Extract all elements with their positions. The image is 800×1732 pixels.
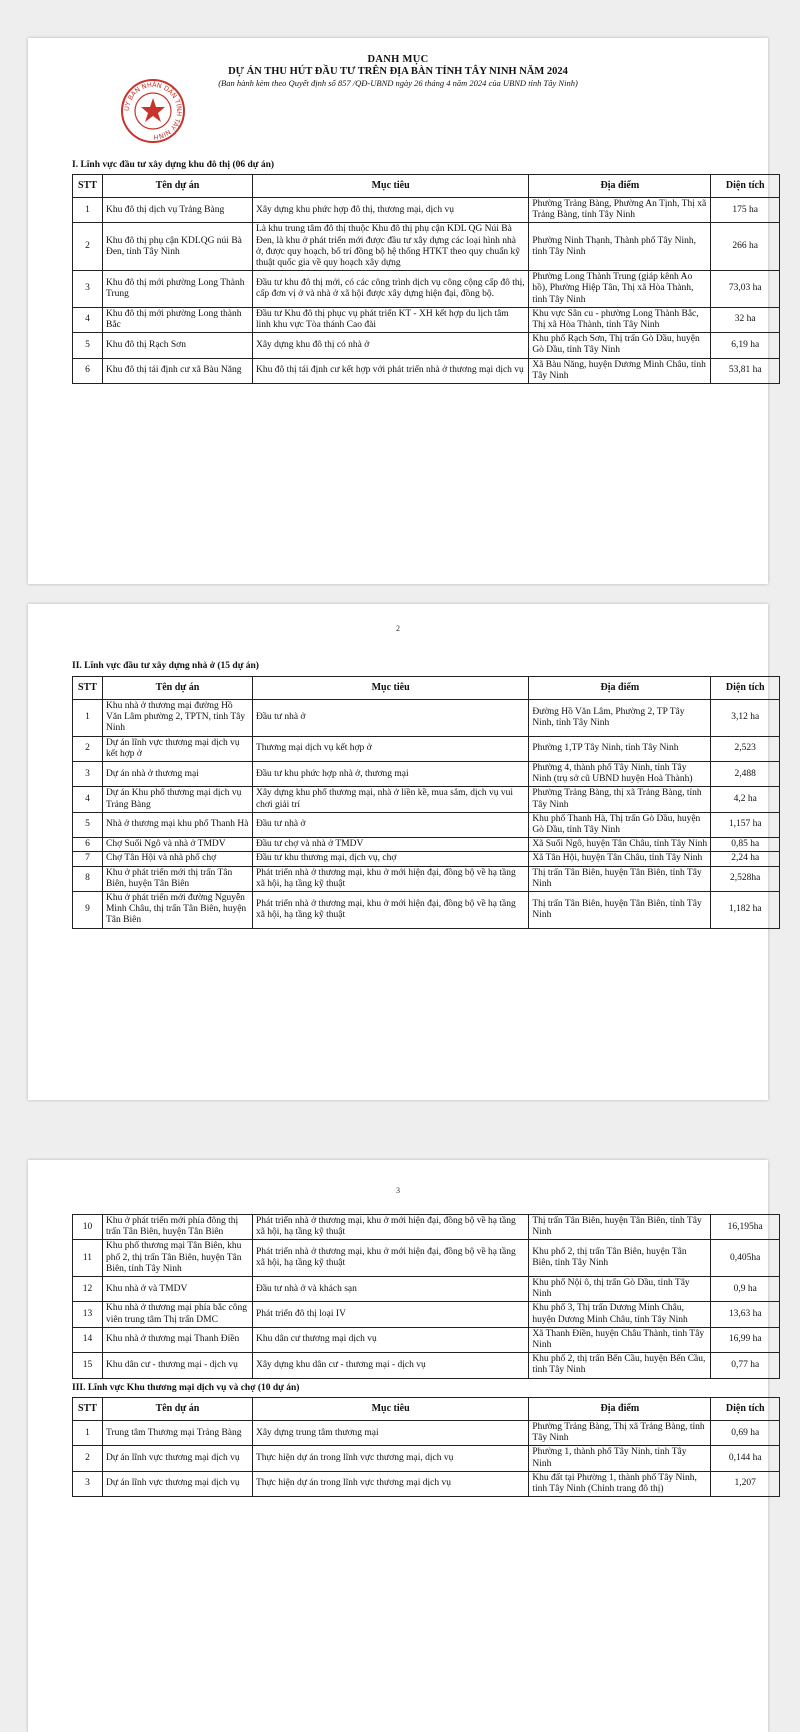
cell-name: Dự án lĩnh vực thương mại dịch vụ [102,1471,252,1496]
table-row [73,838,780,852]
cell-stt: 7 [73,852,103,866]
cell-area: 0,69 ha [711,1421,780,1446]
cell-area: 4,2 ha [711,787,780,812]
cell-stt: 1 [73,1421,103,1446]
cell-name: Dự án nhà ở thương mại [102,762,252,787]
section-1-table [72,174,780,384]
cell-name: Dự án lĩnh vực thương mại dịch vụ kết hợp ở [102,736,252,761]
column-header-name: Tên dự án [102,1398,252,1421]
cell-name: Chợ Tân Hội và nhà phố chợ [102,852,252,866]
cell-location: Phường Trảng Bàng, thị xã Trảng Bàng, tỉnh Tây Ninh [529,787,711,812]
cell-name: Khu đô thị mới phường Long thành Bắc [102,307,252,332]
cell-stt: 5 [73,333,103,358]
table-row [73,1277,780,1302]
cell-goal: Phát triển nhà ở thương mại, khu ở mới hiện đại, đồng bộ về hạ tầng xã hội, hạ tầng kỹ thuật [252,892,528,929]
table-row [73,700,780,737]
cell-location: Phường Long Thành Trung (giáp kênh Ao hồ), Phường Hiệp Tân, Thị xã Hòa Thành, tỉnh Tây Ninh [529,271,711,308]
cell-area: 16,99 ha [711,1327,780,1352]
cell-area: 0,77 ha [711,1353,780,1378]
section-3-table [72,1397,780,1497]
cell-location: Phường 1, thành phố Tây Ninh, tỉnh Tây Ninh [529,1446,711,1471]
table-header-row [73,1398,780,1421]
document-page-3 [28,1160,768,1732]
cell-stt: 2 [73,1446,103,1471]
cell-goal: Xây dựng khu dân cư - thương mại - dịch vụ [252,1353,528,1378]
cell-name: Khu nhà ở thương mại Thanh Điền [102,1327,252,1352]
cell-area: 13,63 ha [711,1302,780,1327]
cell-name: Khu nhà ở thương mại phía bắc công viên trung tâm Thị trấn DMC [102,1302,252,1327]
column-header-goal: Mục tiêu [252,175,528,198]
table-row [73,198,780,223]
cell-goal: Xây dựng trung tâm thương mại [252,1421,528,1446]
cell-location: Phường Trảng Bàng, Thị xã Trảng Bàng, tỉnh Tây Ninh [529,1421,711,1446]
header-line-3: (Ban hành kèm theo Quyết định số 857 /QĐ-UBND ngày 26 tháng 4 năm 2024 của UBND tỉnh Tây Ninh) [218,78,578,88]
cell-location: Khu phố 3, Thị trấn Dương Minh Châu, huyện Dương Minh Châu, tỉnh Tây Ninh [529,1302,711,1327]
cell-location: Khu đất tại Phường 1, thành phố Tây Ninh, tỉnh Tây Ninh (Chỉnh trang đô thị) [529,1471,711,1496]
section-2-table [72,676,780,929]
cell-name: Chợ Suối Ngô và nhà ở TMDV [102,838,252,852]
cell-area: 3,12 ha [711,700,780,737]
page-number: 2 [396,624,400,633]
table-row [73,1240,780,1277]
cell-area: 2,523 [711,736,780,761]
table-row [73,762,780,787]
cell-goal: Đầu tư khu thương mại, dịch vụ, chợ [252,852,528,866]
cell-name: Khu nhà ở và TMDV [102,1277,252,1302]
cell-stt: 2 [73,223,103,271]
cell-area: 32 ha [711,307,780,332]
table-row [73,1215,780,1240]
cell-name: Khu đô thị dịch vụ Trảng Bàng [102,198,252,223]
cell-stt: 3 [73,271,103,308]
cell-goal: Thương mại dịch vụ kết hợp ở [252,736,528,761]
cell-goal: Phát triển nhà ở thương mại, khu ở mới hiện đại, đồng bộ về hạ tầng xã hội, hạ tầng kỹ thuật [252,1215,528,1240]
cell-stt: 3 [73,1471,103,1496]
column-header-stt: STT [73,175,103,198]
table-row [73,271,780,308]
cell-goal: Phát triển nhà ở thương mại, khu ở mới hiện đại, đồng bộ về hạ tầng xã hội, hạ tầng kỹ thuật [252,1240,528,1277]
cell-goal: Khu dân cư thương mại dịch vụ [252,1327,528,1352]
cell-goal: Đầu tư khu đô thị mới, có các công trình dịch vụ công cộng cấp đô thị, cấp đơn vị ở và nhà ở xã hội được xây dựng hiện đại, đồng bộ. [252,271,528,308]
column-header-location: Địa điểm [529,1398,711,1421]
cell-stt: 5 [73,812,103,837]
table-row [73,358,780,383]
column-header-name: Tên dự án [102,677,252,700]
cell-stt: 12 [73,1277,103,1302]
cell-goal: Đầu tư nhà ở và khách sạn [252,1277,528,1302]
cell-area: 0,405ha [711,1240,780,1277]
column-header-area: Diện tích [711,1398,780,1421]
cell-stt: 1 [73,700,103,737]
cell-location: Khu phố 2, thị trấn Bến Cầu, huyện Bến Cầu, tỉnh Tây Ninh [529,1353,711,1378]
cell-stt: 13 [73,1302,103,1327]
table-row [73,866,780,891]
table-row [73,1327,780,1352]
cell-location: Khu phố Rạch Sơn, Thị trấn Gò Dầu, huyện Gò Dầu, tỉnh Tây Ninh [529,333,711,358]
column-header-area: Diện tích [711,677,780,700]
cell-area: 0,85 ha [711,838,780,852]
header-line-1: DANH MỤC [367,54,429,65]
seal-text: UỶ BAN NHÂN DÂN TỈNH TÂY NINH [122,80,184,142]
cell-goal: Xây dựng khu phức hợp đô thị, thương mại, dịch vụ [252,198,528,223]
column-header-goal: Mục tiêu [252,677,528,700]
cell-goal: Xây dựng khu phố thương mại, nhà ở liền kề, mua sắm, dịch vụ vui chơi giải trí [252,787,528,812]
cell-goal: Đầu tư khu phức hợp nhà ở, thương mại [252,762,528,787]
table-row [73,787,780,812]
cell-goal: Thực hiện dự án trong lĩnh vực thương mại dịch vụ [252,1471,528,1496]
cell-stt: 10 [73,1215,103,1240]
table-row [73,1446,780,1471]
section-3-title: III. Lĩnh vực Khu thương mại dịch vụ và chợ (10 dự án) [72,1383,300,1393]
cell-location: Phường 4, thành phố Tây Ninh, tỉnh Tây Ninh (trụ sở cũ UBND huyện Hoà Thành) [529,762,711,787]
cell-area: 0,144 ha [711,1446,780,1471]
cell-area: 2,488 [711,762,780,787]
table-row [73,333,780,358]
cell-area: 53,81 ha [711,358,780,383]
cell-location: Thị trấn Tân Biên, huyện Tân Biên, tỉnh Tây Ninh [529,866,711,891]
cell-location: Phường Trảng Bàng, Phường An Tịnh, Thị xã Trảng Bàng, tỉnh Tây Ninh [529,198,711,223]
cell-area: 0,9 ha [711,1277,780,1302]
cell-stt: 6 [73,838,103,852]
cell-location: Thị trấn Tân Biên, huyện Tân Biên, tỉnh Tây Ninh [529,1215,711,1240]
cell-goal: Xây dựng khu đô thị có nhà ở [252,333,528,358]
cell-goal: Đầu tư Khu đô thị phục vụ phát triển KT - XH kết hợp du lịch tâm linh khu vực Tòa thánh Cao đài [252,307,528,332]
table-row [73,223,780,271]
cell-name: Dự án lĩnh vực thương mại dịch vụ [102,1446,252,1471]
cell-area: 1,207 [711,1471,780,1496]
official-seal-icon [120,78,186,144]
column-header-location: Địa điểm [529,175,711,198]
cell-goal: Đầu tư nhà ở [252,812,528,837]
cell-area: 2,24 ha [711,852,780,866]
cell-name: Khu phố thương mại Tân Biên, khu phố 2, thị trấn Tân Biên, huyện Tân Biên, tỉnh Tây Ninh [102,1240,252,1277]
section-2-table-continued [72,1214,780,1379]
cell-name: Khu đô thị tái định cư xã Bàu Năng [102,358,252,383]
cell-location: Xã Suối Ngô, huyện Tân Châu, tỉnh Tây Ninh [529,838,711,852]
table-row [73,736,780,761]
cell-stt: 14 [73,1327,103,1352]
cell-location: Phường 1,TP Tây Ninh, tỉnh Tây Ninh [529,736,711,761]
table-header-row [73,677,780,700]
table-row [73,892,780,929]
cell-goal: Phát triển đô thị loại IV [252,1302,528,1327]
table-row [73,1471,780,1496]
cell-goal: Đầu tư chợ và nhà ở TMDV [252,838,528,852]
cell-location: Khu phố Thanh Hà, Thị trấn Gò Dầu, huyện Gò Dầu, tỉnh Tây Ninh [529,812,711,837]
cell-name: Khu đô thị Rạch Sơn [102,333,252,358]
cell-area: 1,157 ha [711,812,780,837]
cell-stt: 3 [73,762,103,787]
document-page-1 [28,38,768,584]
cell-name: Dự án Khu phố thương mại dịch vụ Trảng Bàng [102,787,252,812]
section-1-title: I. Lĩnh vực đầu tư xây dựng khu đô thị (06 dự án) [72,160,275,170]
cell-name: Khu ở phát triển mới thị trấn Tân Biên, huyện Tân Biên [102,866,252,891]
cell-name: Trung tâm Thương mại Trảng Bàng [102,1421,252,1446]
table-row [73,1421,780,1446]
cell-location: Xã Bàu Năng, huyện Dương Minh Châu, tỉnh Tây Ninh [529,358,711,383]
cell-goal: Đầu tư nhà ở [252,700,528,737]
table-row [73,852,780,866]
header-line-2: DỰ ÁN THU HÚT ĐẦU TƯ TRÊN ĐỊA BÀN TỈNH TÂY NINH NĂM 2024 [228,66,568,77]
table-row [73,1353,780,1378]
cell-location: Đường Hồ Văn Lâm, Phường 2, TP Tây Ninh, tỉnh Tây Ninh [529,700,711,737]
page-number: 3 [396,1186,400,1195]
column-header-location: Địa điểm [529,677,711,700]
cell-area: 16,195ha [711,1215,780,1240]
cell-stt: 9 [73,892,103,929]
cell-area: 266 ha [711,223,780,271]
cell-area: 6,19 ha [711,333,780,358]
column-header-name: Tên dự án [102,175,252,198]
table-header-row [73,175,780,198]
cell-name: Khu ở phát triển mới đường Nguyễn Minh Châu, thị trấn Tân Biên, huyện Tân Biên [102,892,252,929]
cell-stt: 15 [73,1353,103,1378]
cell-area: 1,182 ha [711,892,780,929]
cell-location: Phường Ninh Thạnh, Thành phố Tây Ninh, tỉnh Tây Ninh [529,223,711,271]
cell-area: 73,03 ha [711,271,780,308]
document-page-2 [28,604,768,1100]
table-row [73,307,780,332]
section-2-title: II. Lĩnh vực đầu tư xây dựng nhà ở (15 dự án) [72,661,259,671]
cell-location: Xã Tân Hội, huyện Tân Châu, tỉnh Tây Ninh [529,852,711,866]
table-row [73,812,780,837]
table-row [73,1302,780,1327]
cell-stt: 6 [73,358,103,383]
cell-location: Khu phố 2, thị trấn Tân Biên, huyện Tân Biên, tỉnh Tây Ninh [529,1240,711,1277]
cell-area: 175 ha [711,198,780,223]
cell-goal: Phát triển nhà ở thương mại, khu ở mới hiện đại, đồng bộ về hạ tầng xã hội, hạ tầng kỹ thuật [252,866,528,891]
cell-stt: 11 [73,1240,103,1277]
cell-name: Khu nhà ở thương mại đường Hồ Văn Lâm phường 2, TPTN, tỉnh Tây Ninh [102,700,252,737]
cell-area: 2,528ha [711,866,780,891]
cell-name: Khu ở phát triển mới phía đông thị trấn Tân Biên, huyện Tân Biên [102,1215,252,1240]
column-header-goal: Mục tiêu [252,1398,528,1421]
cell-stt: 4 [73,307,103,332]
cell-location: Khu phố Nội ô, thị trấn Gò Dầu, tỉnh Tây Ninh [529,1277,711,1302]
column-header-area: Diện tích [711,175,780,198]
cell-stt: 1 [73,198,103,223]
cell-stt: 4 [73,787,103,812]
cell-goal: Là khu trung tâm đô thị thuộc Khu đô thị phụ cận KDL QG Núi Bà Đen, là khu ở phát triển mới được đầu tư xây dựng các loại hình nhà ở, được quy hoạch, bố trí đồng bộ hệ thống HTKT theo quy chuẩn kỹ thuật quốc gia về quy hoạch xây dựng [252,223,528,271]
cell-location: Thị trấn Tân Biên, huyện Tân Biên, tỉnh Tây Ninh [529,892,711,929]
column-header-stt: STT [73,677,103,700]
cell-name: Khu đô thị phụ cận KDLQG núi Bà Đen, tỉnh Tây Ninh [102,223,252,271]
cell-goal: Thực hiện dự án trong lĩnh vực thương mại, dịch vụ [252,1446,528,1471]
cell-location: Khu vực Sân cu - phường Long Thành Bắc, Thị xã Hòa Thành, tỉnh Tây Ninh [529,307,711,332]
cell-stt: 8 [73,866,103,891]
cell-goal: Khu đô thị tái định cư kết hợp với phát triển nhà ở thương mại dịch vụ [252,358,528,383]
cell-location: Xã Thanh Điền, huyện Châu Thành, tỉnh Tây Ninh [529,1327,711,1352]
column-header-stt: STT [73,1398,103,1421]
cell-name: Khu dân cư - thương mại - dịch vụ [102,1353,252,1378]
cell-name: Nhà ở thương mại khu phố Thanh Hà [102,812,252,837]
cell-name: Khu đô thị mới phường Long Thành Trung [102,271,252,308]
cell-stt: 2 [73,736,103,761]
